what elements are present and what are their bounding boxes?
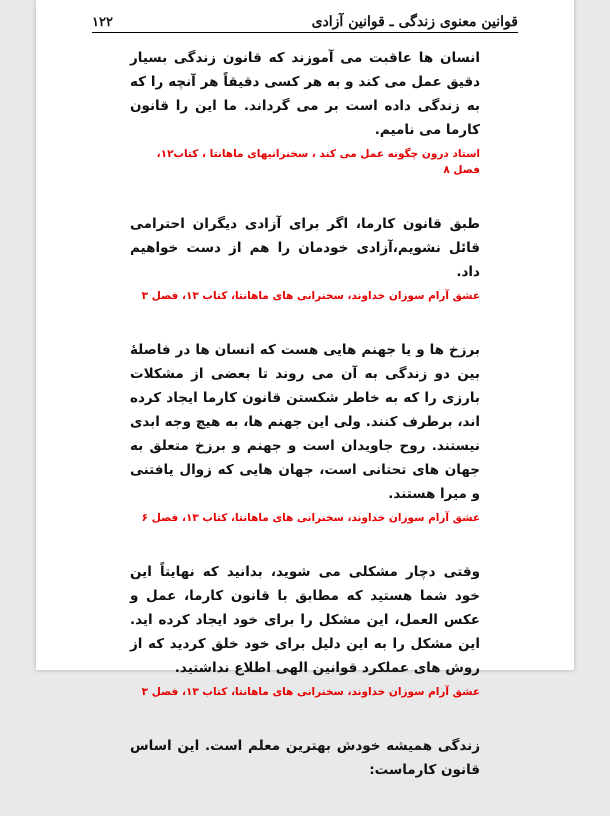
quote-text: زندگی همیشه خودش بهترین معلم است. این اساس قانون کارماست: [130, 738, 480, 778]
page-header-title: قوانین معنوی زندگی ـ قوانین آزادی [311, 14, 518, 30]
quote-block [130, 734, 480, 782]
quote-source: استاد درون چگونه عمل می کند ، سخنرانیهای ماهانتا ، کتاب۱۲، فصل ۸ [156, 148, 480, 176]
page-header [92, 8, 518, 33]
document-page [36, 0, 574, 778]
quote-block [130, 338, 480, 526]
quote-source: عشق آرام سوزان خداوند، سخنرانی های ماهانتا، کتاب ۱۳، فصل ۳ [141, 686, 480, 698]
quote-block [130, 560, 480, 700]
page-content [130, 46, 480, 816]
quote-text: انسان ها عاقبت می آموزند که قانون زندگی بسیار دقیق عمل می کند و به هر کسی دقیقاً هر آنچه را که به زندگی داده است بر می گرداند. ما این را قانون کارما می نامیم. [130, 50, 480, 138]
quote-block [130, 212, 480, 304]
quote-text: برزخ ها و یا جهنم هایی هست که انسان ها در فاصلۀ بین دو زندگی به آن می روند تا بعضی از مشکلات بارزی را که به خاطر شکستن قانون کارما ایجاد کرده اند، برطرف کنند. ولی این جهنم ها، به هیچ وجه ابدی نیستند. روح جاویدان است و جهنم و برزخ متعلق به جهان های تحتانی است، جهان هایی که زوال یافتنی و میرا هستند. [130, 342, 480, 502]
quote-block [130, 46, 480, 178]
page-number: ۱۲۲ [92, 15, 113, 30]
quote-source: عشق آرام سوزان خداوند، سخنرانی های ماهانتا، کتاب ۱۳، فصل ۳ [141, 290, 480, 302]
quote-text: وقتی دچار مشکلی می شوید، بدانید که نهایتاً این خود شما هستید که مطابق با قانون کارما، عمل و عکس العمل، این مشکل را برای خود ایجاد کرده اید. این مشکل را به این دلیل برای خود خلق کردید که از روش های عملکرد قوانین الهی اطلاع نداشتید. [130, 564, 480, 676]
quote-text: طبق قانون کارما، اگر برای آزادی دیگران احترامی قائل نشویم،آزادی خودمان را هم از دست خواهیم داد. [130, 216, 480, 280]
quote-source: عشق آرام سوزان خداوند، سخنرانی های ماهانتا، کتاب ۱۳، فصل ۶ [141, 512, 480, 524]
